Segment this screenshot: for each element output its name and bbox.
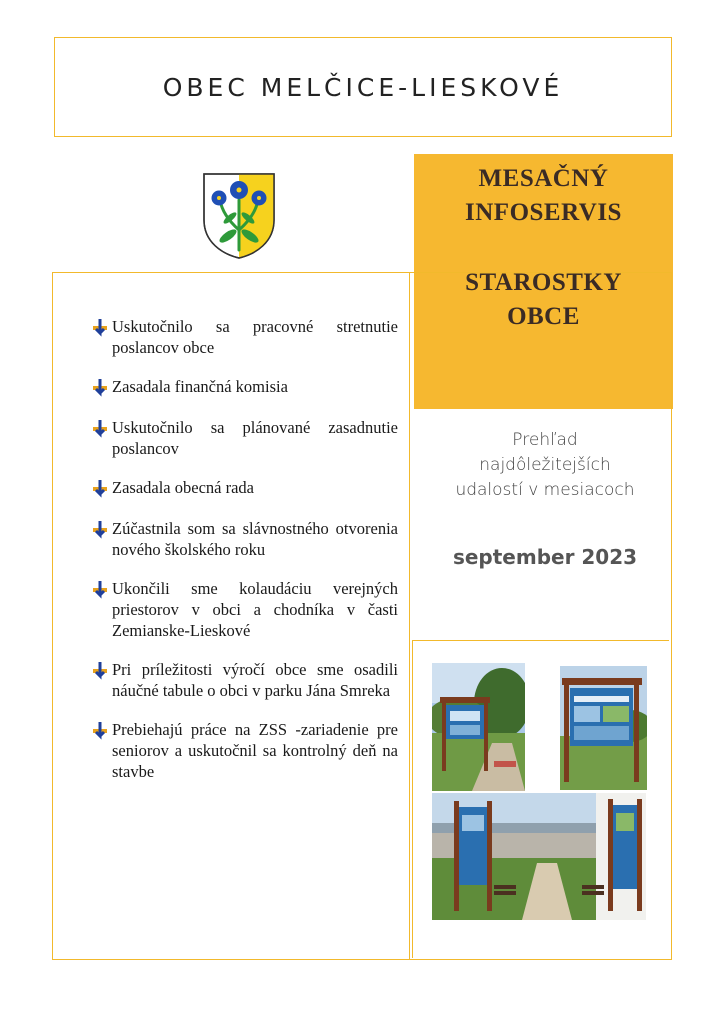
event-text: Prebiehajú práce na ZSS -zariadenie pre seniorov a uskutočnil sa kontrolný deň na stavbe [112,720,398,781]
event-text: Zasadala obecná rada [112,478,254,497]
summary-line-1: Prehľad [512,430,578,450]
arrow-bullet-icon [92,377,112,399]
event-text: Uskutočnilo sa plánované zasadnutie poslancov [112,418,398,458]
list-item [92,477,398,500]
summary-month: september 2023 [452,545,638,569]
list-item [92,376,398,399]
event-text: Zasadala finančná komisia [112,377,288,396]
header-title-box [54,37,672,137]
summary-line-2: najdôležitejších [479,455,611,475]
list-item [92,417,398,459]
arrow-bullet-icon [92,478,112,500]
arrow-bullet-icon [92,418,112,440]
arrow-bullet-icon [92,720,112,742]
event-text: Pri príležitosti výročí obce sme osadili náučné tabule o obci v parku Jána Smreka [112,660,398,700]
photo-info-board-park [432,663,525,791]
banner-line-2: INFOSERVIS [465,199,622,226]
event-text: Uskutočnilo sa pracovné stretnutie poslancov obce [112,317,398,357]
list-item [92,518,398,560]
list-item [92,659,398,701]
event-text: Ukončili sme kolaudáciu verejných priestorov v obci a chodníka v časti Zemianske-Lieskové [112,579,398,640]
banner-line-3: STAROSTKY [465,269,622,296]
coat-of-arms-icon [200,170,278,260]
banner-line-1: MESAČNÝ [478,165,609,192]
photo-park-path-benches [432,793,646,920]
summary-line-3: udalostí v mesiacoch [455,480,635,500]
arrow-bullet-icon [92,660,112,682]
photo-info-board-closeup [560,666,647,790]
list-item [92,316,398,358]
page-title: OBEC MELČICE-LIESKOVÉ [162,72,564,102]
event-text: Zúčastnila som sa slávnostného otvorenia nového školského roku [112,519,398,559]
banner-line-4: OBCE [507,303,580,330]
arrow-bullet-icon [92,317,112,339]
list-item [92,719,398,782]
arrow-bullet-icon [92,519,112,541]
arrow-bullet-icon [92,579,112,601]
column-divider [409,272,410,960]
summary-text [420,428,670,503]
list-item [92,578,398,641]
event-list [92,316,398,800]
